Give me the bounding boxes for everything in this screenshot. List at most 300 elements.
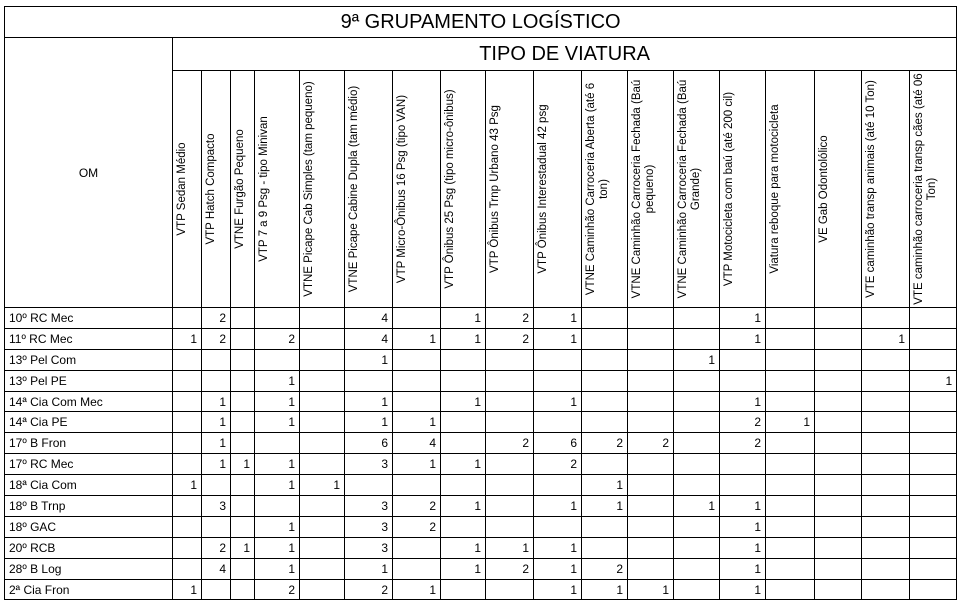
table-row [5, 537, 957, 558]
value-cell [255, 349, 300, 370]
value-cell [862, 370, 910, 391]
value-cell: 2 [202, 328, 231, 349]
value-cell [862, 516, 910, 537]
value-cell [486, 412, 534, 433]
value-cell: 4 [345, 308, 393, 329]
table-row [5, 349, 957, 370]
value-cell [173, 516, 202, 537]
value-cell [202, 370, 231, 391]
value-cell: 1 [582, 475, 628, 496]
table-row [5, 370, 957, 391]
column-header [231, 71, 255, 308]
value-cell: 1 [231, 537, 255, 558]
value-cell: 6 [534, 433, 582, 454]
column-header [300, 71, 345, 308]
column-header-label: VTP Ônibus Interestadual 42 psg [537, 104, 549, 274]
value-cell: 1 [393, 579, 441, 600]
value-cell: 1 [766, 412, 815, 433]
om-cell: 11º RC Mec [5, 328, 173, 349]
value-cell [345, 475, 393, 496]
value-cell: 1 [910, 370, 957, 391]
value-cell [231, 349, 255, 370]
column-header [255, 71, 300, 308]
value-cell: 1 [202, 391, 231, 412]
value-cell [674, 516, 720, 537]
value-cell [674, 308, 720, 329]
value-cell [628, 370, 674, 391]
value-cell: 1 [582, 496, 628, 517]
value-cell [628, 412, 674, 433]
value-cell [534, 412, 582, 433]
value-cell [674, 579, 720, 600]
value-cell [255, 308, 300, 329]
column-header-label: VTE caminhão transp animais (até 10 Ton) [865, 80, 877, 298]
value-cell [441, 412, 486, 433]
value-cell [486, 454, 534, 475]
value-cell [766, 328, 815, 349]
value-cell [674, 328, 720, 349]
value-cell [766, 579, 815, 600]
column-header-label: VTP Ônibus 25 Psg (tipo micro-ônibus) [444, 89, 456, 289]
value-cell [300, 496, 345, 517]
value-cell [628, 558, 674, 579]
column-header-label: VTNE Furgão Pequeno [234, 129, 246, 249]
value-cell [910, 412, 957, 433]
value-cell: 1 [441, 454, 486, 475]
column-header [393, 71, 441, 308]
value-cell: 1 [534, 558, 582, 579]
value-cell [815, 454, 862, 475]
value-cell [815, 370, 862, 391]
value-cell [862, 308, 910, 329]
value-cell [815, 349, 862, 370]
table-body [5, 308, 957, 600]
value-cell [766, 537, 815, 558]
value-cell: 2 [534, 454, 582, 475]
value-cell [582, 454, 628, 475]
value-cell [628, 454, 674, 475]
value-cell [300, 579, 345, 600]
value-cell [300, 412, 345, 433]
value-cell: 1 [862, 328, 910, 349]
value-cell [300, 328, 345, 349]
value-cell: 1 [393, 454, 441, 475]
value-cell: 1 [202, 454, 231, 475]
column-header [862, 71, 910, 308]
value-cell [815, 558, 862, 579]
value-cell [862, 475, 910, 496]
column-header [345, 71, 393, 308]
value-cell: 2 [486, 308, 534, 329]
value-cell [300, 391, 345, 412]
value-cell [815, 328, 862, 349]
value-cell [862, 433, 910, 454]
value-cell: 4 [345, 328, 393, 349]
value-cell: 2 [582, 433, 628, 454]
om-cell: 18º GAC [5, 516, 173, 537]
value-cell [720, 454, 766, 475]
value-cell: 2 [345, 579, 393, 600]
value-cell [231, 370, 255, 391]
om-cell: 13º Pel Com [5, 349, 173, 370]
value-cell [202, 475, 231, 496]
value-cell [815, 475, 862, 496]
value-cell: 1 [255, 516, 300, 537]
value-cell [231, 516, 255, 537]
value-cell [910, 391, 957, 412]
value-cell: 1 [628, 579, 674, 600]
value-cell [674, 391, 720, 412]
om-cell: 14ª Cia PE [5, 412, 173, 433]
value-cell [300, 454, 345, 475]
value-cell [582, 537, 628, 558]
value-cell [231, 496, 255, 517]
value-cell [173, 433, 202, 454]
value-cell [486, 349, 534, 370]
value-cell [815, 391, 862, 412]
value-cell [231, 328, 255, 349]
value-cell [582, 516, 628, 537]
table-row [5, 579, 957, 600]
value-cell [674, 412, 720, 433]
value-cell [862, 412, 910, 433]
value-cell [910, 328, 957, 349]
value-cell [720, 370, 766, 391]
value-cell: 1 [231, 454, 255, 475]
value-cell [231, 412, 255, 433]
value-cell [441, 433, 486, 454]
value-cell: 1 [345, 412, 393, 433]
value-cell [815, 516, 862, 537]
value-cell [910, 308, 957, 329]
value-cell: 1 [441, 391, 486, 412]
value-cell: 1 [534, 391, 582, 412]
column-header-label: VTE caminhão carroceria transp cães (até 06 Ton) [913, 73, 939, 305]
table-row [5, 412, 957, 433]
value-cell [628, 391, 674, 412]
value-cell [910, 579, 957, 600]
value-cell [231, 308, 255, 329]
value-cell [674, 537, 720, 558]
value-cell [815, 537, 862, 558]
value-cell [255, 496, 300, 517]
value-cell: 1 [173, 579, 202, 600]
value-cell [486, 391, 534, 412]
column-header-label: VTP Ônibus Trnp Urbano 43 Psg [489, 105, 501, 273]
value-cell: 2 [720, 433, 766, 454]
value-cell: 3 [345, 537, 393, 558]
value-cell [582, 391, 628, 412]
vehicle-table [4, 6, 957, 600]
value-cell [231, 558, 255, 579]
column-header [486, 71, 534, 308]
value-cell [628, 537, 674, 558]
value-cell: 4 [202, 558, 231, 579]
value-cell [534, 349, 582, 370]
value-cell: 1 [202, 433, 231, 454]
value-cell: 1 [720, 496, 766, 517]
value-cell: 1 [255, 537, 300, 558]
value-cell [862, 349, 910, 370]
value-cell [231, 433, 255, 454]
vehicle-type-header: TIPO DE VIATURA [173, 38, 957, 71]
value-cell [862, 454, 910, 475]
value-cell [173, 308, 202, 329]
value-cell [910, 433, 957, 454]
value-cell [628, 349, 674, 370]
value-cell [910, 349, 957, 370]
value-cell: 1 [255, 370, 300, 391]
column-header-label: VTP Motocicleta com baú (até 200 cil) [723, 91, 735, 287]
value-cell: 1 [255, 391, 300, 412]
value-cell: 2 [486, 433, 534, 454]
value-cell: 1 [674, 349, 720, 370]
value-cell: 2 [720, 412, 766, 433]
column-header-label: VTNE Caminhão Carroceria Aberta (até 6 ton) [585, 82, 611, 296]
value-cell: 2 [202, 308, 231, 329]
value-cell [173, 370, 202, 391]
value-cell: 1 [441, 328, 486, 349]
column-header [910, 71, 957, 308]
om-column-header: OM [5, 38, 173, 308]
value-cell [628, 475, 674, 496]
column-header-label: VTNE Picape Cab Simples (tam pequeno) [303, 81, 315, 297]
value-cell: 1 [345, 391, 393, 412]
value-cell [766, 349, 815, 370]
value-cell [231, 475, 255, 496]
value-cell [300, 558, 345, 579]
page-title: 9ª GRUPAMENTO LOGÍSTICO [5, 7, 957, 38]
value-cell [674, 454, 720, 475]
value-cell: 1 [255, 475, 300, 496]
value-cell: 1 [173, 328, 202, 349]
value-cell: 1 [720, 558, 766, 579]
value-cell: 1 [582, 579, 628, 600]
value-cell: 1 [255, 412, 300, 433]
value-cell: 1 [393, 328, 441, 349]
table-row [5, 475, 957, 496]
value-cell [910, 454, 957, 475]
value-cell [202, 579, 231, 600]
om-cell: 2ª Cia Fron [5, 579, 173, 600]
value-cell: 1 [441, 558, 486, 579]
table-row [5, 516, 957, 537]
value-cell: 2 [486, 328, 534, 349]
value-cell [173, 454, 202, 475]
value-cell [766, 454, 815, 475]
value-cell: 1 [720, 308, 766, 329]
value-cell [441, 516, 486, 537]
value-cell [393, 391, 441, 412]
value-cell: 1 [534, 308, 582, 329]
value-cell [910, 496, 957, 517]
value-cell [441, 349, 486, 370]
column-header [582, 71, 628, 308]
value-cell [300, 370, 345, 391]
value-cell [393, 349, 441, 370]
value-cell [582, 412, 628, 433]
om-cell: 20º RCB [5, 537, 173, 558]
om-cell: 14ª Cia Com Mec [5, 391, 173, 412]
value-cell: 1 [300, 475, 345, 496]
column-header-label: Viatura reboque para motocicleta [769, 104, 781, 274]
value-cell [173, 412, 202, 433]
value-cell [582, 349, 628, 370]
value-cell [202, 516, 231, 537]
value-cell [300, 349, 345, 370]
om-cell: 10º RC Mec [5, 308, 173, 329]
column-header-label: VTNE Picape Cabine Dupla (tam médio) [348, 85, 360, 293]
value-cell [393, 558, 441, 579]
value-cell [441, 370, 486, 391]
value-cell [582, 370, 628, 391]
value-cell [628, 328, 674, 349]
column-header-label: VTNE Caminhão Carroceria Fechada (Baú Grande) [677, 79, 703, 299]
value-cell: 2 [486, 558, 534, 579]
om-cell: 18º B Trnp [5, 496, 173, 517]
value-cell [582, 328, 628, 349]
value-cell [393, 475, 441, 496]
om-cell: 13º Pel PE [5, 370, 173, 391]
column-header [441, 71, 486, 308]
value-cell [766, 475, 815, 496]
value-cell [766, 433, 815, 454]
value-cell [862, 558, 910, 579]
value-cell [815, 308, 862, 329]
value-cell [393, 308, 441, 329]
value-cell: 2 [255, 579, 300, 600]
value-cell [486, 496, 534, 517]
value-cell [815, 412, 862, 433]
value-cell [862, 496, 910, 517]
value-cell: 6 [345, 433, 393, 454]
value-cell: 1 [534, 328, 582, 349]
table-row [5, 496, 957, 517]
om-cell: 18ª Cia Com [5, 475, 173, 496]
column-header [766, 71, 815, 308]
value-cell [173, 349, 202, 370]
column-header [815, 71, 862, 308]
table-row [5, 308, 957, 329]
value-cell [441, 579, 486, 600]
column-header-label: VE Gab Odontolólico [818, 135, 830, 243]
om-cell: 17º B Fron [5, 433, 173, 454]
value-cell: 1 [345, 558, 393, 579]
value-cell [486, 475, 534, 496]
value-cell [393, 370, 441, 391]
value-cell [231, 391, 255, 412]
value-cell [674, 475, 720, 496]
value-cell [766, 496, 815, 517]
value-cell [628, 308, 674, 329]
value-cell: 1 [534, 579, 582, 600]
value-cell [202, 349, 231, 370]
value-cell: 1 [486, 537, 534, 558]
value-cell: 1 [255, 454, 300, 475]
value-cell [300, 537, 345, 558]
value-cell [486, 516, 534, 537]
value-cell: 1 [720, 579, 766, 600]
value-cell [534, 475, 582, 496]
value-cell: 2 [255, 328, 300, 349]
value-cell [720, 475, 766, 496]
value-cell: 2 [202, 537, 231, 558]
value-cell: 1 [255, 558, 300, 579]
value-cell [766, 391, 815, 412]
value-cell [173, 496, 202, 517]
value-cell [345, 370, 393, 391]
value-cell [910, 516, 957, 537]
value-cell [910, 558, 957, 579]
table-row [5, 391, 957, 412]
column-header [720, 71, 766, 308]
value-cell [815, 579, 862, 600]
value-cell: 1 [202, 412, 231, 433]
value-cell: 1 [720, 537, 766, 558]
value-cell: 1 [534, 537, 582, 558]
value-cell [720, 349, 766, 370]
value-cell [300, 516, 345, 537]
table-row [5, 433, 957, 454]
value-cell [674, 433, 720, 454]
value-cell [582, 308, 628, 329]
table-row [5, 558, 957, 579]
table-row [5, 454, 957, 475]
value-cell [674, 370, 720, 391]
value-cell: 1 [441, 537, 486, 558]
om-cell: 28º B Log [5, 558, 173, 579]
value-cell [674, 558, 720, 579]
value-cell: 4 [393, 433, 441, 454]
value-cell: 1 [441, 308, 486, 329]
value-cell: 2 [393, 496, 441, 517]
column-header-label: VTNE Caminhão Carroceria Fechada (Baú pequeno) [631, 79, 657, 299]
value-cell: 1 [720, 328, 766, 349]
value-cell [486, 579, 534, 600]
column-header-label: VTP 7 a 9 Psg - tipo Minivan [258, 116, 270, 262]
value-cell: 1 [674, 496, 720, 517]
value-cell: 2 [628, 433, 674, 454]
value-cell [862, 579, 910, 600]
value-cell: 3 [345, 516, 393, 537]
value-cell [862, 391, 910, 412]
value-cell [255, 433, 300, 454]
value-cell: 1 [393, 412, 441, 433]
value-cell [173, 558, 202, 579]
value-cell [766, 558, 815, 579]
value-cell [766, 308, 815, 329]
column-header-label: VTP Hatch Compacto [205, 133, 217, 245]
value-cell: 1 [720, 516, 766, 537]
value-cell [815, 496, 862, 517]
value-cell [534, 516, 582, 537]
value-cell [173, 537, 202, 558]
value-cell [815, 433, 862, 454]
value-cell [441, 475, 486, 496]
om-cell: 17º RC Mec [5, 454, 173, 475]
value-cell [173, 391, 202, 412]
value-cell [862, 537, 910, 558]
value-cell [534, 370, 582, 391]
column-header [202, 71, 231, 308]
column-header [674, 71, 720, 308]
value-cell [766, 516, 815, 537]
column-header-label: VTP Sedan Médio [176, 142, 188, 236]
value-cell [300, 433, 345, 454]
column-header [534, 71, 582, 308]
value-cell: 1 [720, 391, 766, 412]
value-cell [300, 308, 345, 329]
